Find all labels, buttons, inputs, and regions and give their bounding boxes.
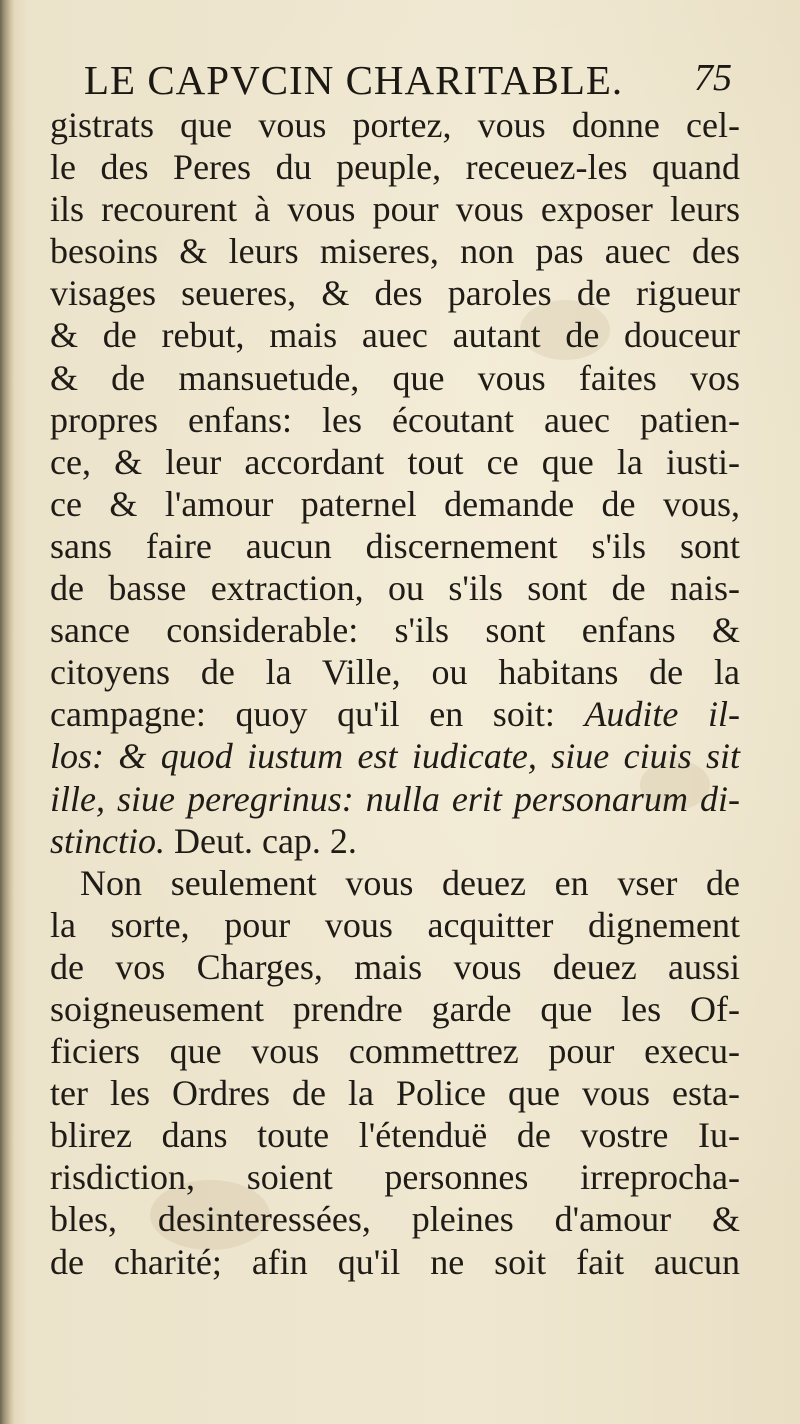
scripture-reference: Deut. cap. 2. [165,820,357,861]
running-title: LE CAPVCIN CHARITABLE. [84,57,624,103]
text-line: & de mansuetude, que vous faites vos [50,357,740,398]
paragraph-first-line: Non seulement vous deuez en vser de [80,862,740,903]
text-line: sance considerable: s'ils sont enfans & [50,610,740,651]
latin-quotation-line: ille, siue peregrinus: nulla erit personarum di- [50,778,740,819]
text-line: le des Peres du peuple, receuez-les quand [50,147,740,188]
text-line: de vos Charges, mais vous deuez aussi [50,946,740,987]
text-line: bles, desinteressées, pleines d'amour & [50,1199,740,1240]
page-binding-shadow [0,0,14,1424]
text-line: ils recourent à vous pour vous exposer leurs [50,189,740,230]
text-line: visages seueres, & des paroles de rigueur [50,273,740,314]
text-line: ficiers que vous commettrez pour execu- [50,1031,740,1072]
text-line: ter les Ordres de la Police que vous esta- [50,1073,740,1114]
text-line: risdiction, soient personnes irreprocha- [50,1157,740,1198]
text-line: de basse extraction, ou s'ils sont de nais- [50,568,740,609]
roman-text: campagne: quoy qu'il en soit: [50,694,585,735]
text-line-mixed [50,693,740,735]
text-line: de charité; afin qu'il ne soit fait aucun [50,1241,740,1282]
text-line: gistrats que vous portez, vous donne cel- [50,105,740,145]
text-line: ce & l'amour paternel demande de vous, [50,483,740,524]
text-line: la sorte, pour vous acquitter dignement [50,904,740,945]
text-line: soigneusement prendre garde que les Of- [50,988,740,1029]
latin-quotation-line: los: & quod iustum est iudicate, siue ciuis sit [50,736,740,777]
latin-quotation: Audite il- [584,694,741,735]
text-line: & de rebut, mais auec autant de douceur [50,315,740,356]
text-line: propres enfans: les écoutant auec patien- [50,399,740,440]
page-number: 75 [694,57,732,99]
latin-quotation: stinctio. [50,820,165,861]
text-line: citoyens de la Ville, ou habitans de la [50,652,740,693]
page-body [50,104,740,1283]
text-line: ce, & leur accordant tout ce que la iusti- [50,441,740,482]
text-line-mixed [50,820,740,862]
text-line: besoins & leurs miseres, non pas auec des [50,231,740,272]
page-header [84,56,744,106]
text-line: sans faire aucun discernement s'ils sont [50,525,740,566]
text-line: blirez dans toute l'étenduë de vostre Iu- [50,1115,740,1156]
